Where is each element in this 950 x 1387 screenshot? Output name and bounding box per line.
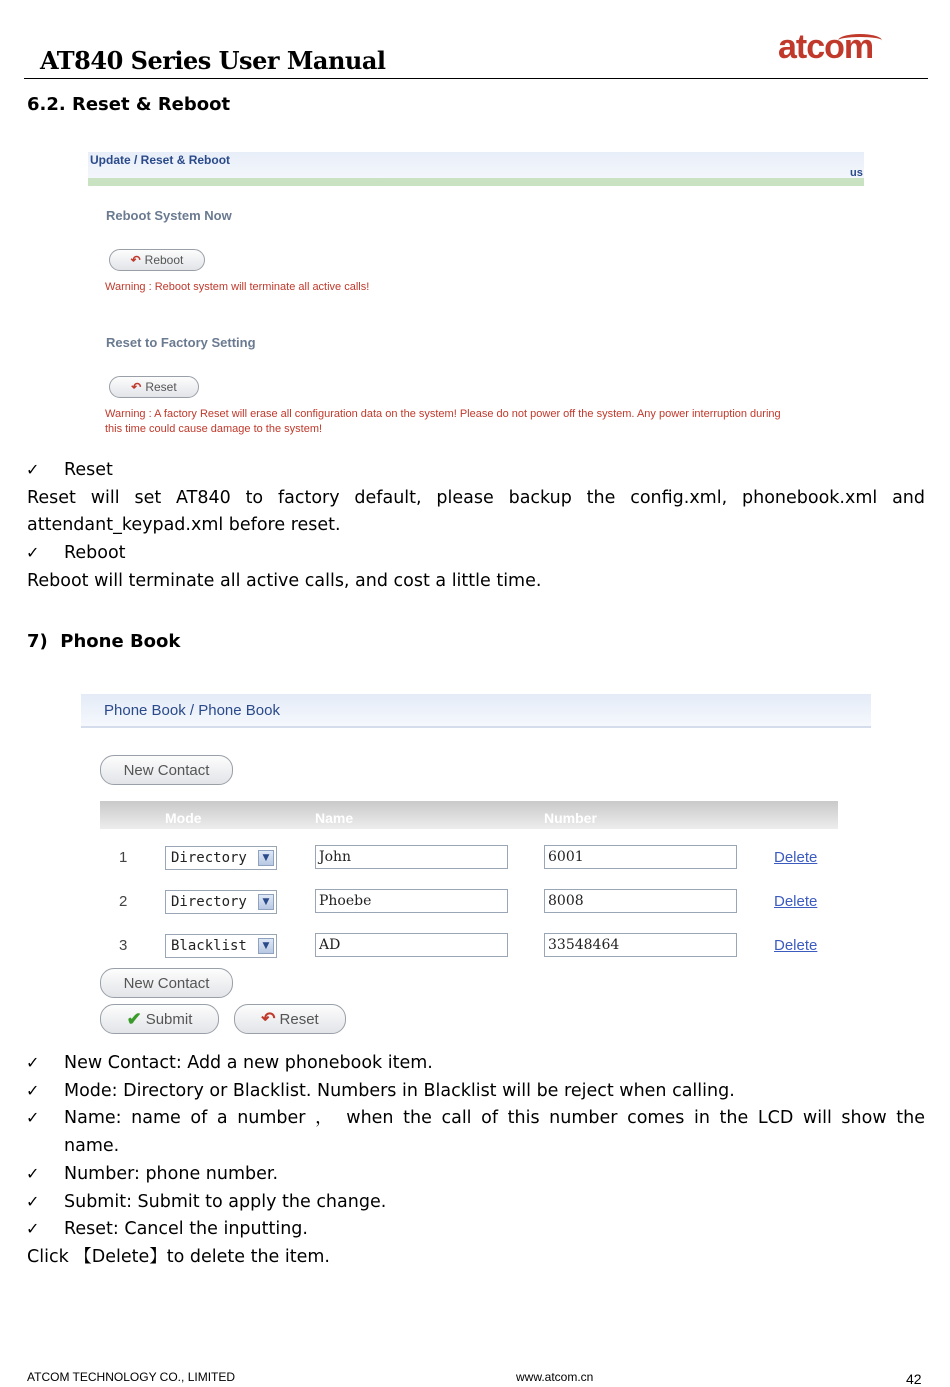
name-input[interactable]: AD xyxy=(315,933,508,957)
new-contact-button[interactable]: New Contact xyxy=(100,968,233,998)
footer-company: ATCOM TECHNOLOGY CO., LIMITED xyxy=(27,1370,236,1384)
reboot-warning: Warning : Reboot system will terminate all active calls! xyxy=(105,281,370,293)
bullet-name: Name: name of a number ， when the call of this number comes in the LCD will show the xyxy=(64,1108,925,1128)
reboot-button[interactable]: ↶ Reboot xyxy=(109,249,205,271)
reboot-heading: Reboot System Now xyxy=(106,208,232,223)
chevron-down-icon: ▼ xyxy=(258,938,274,954)
bullet-name-continued: name. xyxy=(64,1136,120,1156)
reset-description-line-1: Reset will set AT840 to factory default, please backup the config.xml, phonebook.xml and xyxy=(27,488,925,508)
undo-arrow-icon: ↶ xyxy=(131,380,142,394)
mode-select[interactable]: Directory ▼ xyxy=(165,890,277,914)
reset-title: Reset xyxy=(64,460,113,480)
delete-link[interactable]: Delete xyxy=(774,893,818,910)
reset-button[interactable]: ↶ Reset xyxy=(109,376,199,398)
checkmark-icon: ✔ xyxy=(126,1008,142,1029)
column-number: Number xyxy=(544,810,597,826)
check-icon: ✓ xyxy=(26,1192,40,1211)
check-icon: ✓ xyxy=(26,1219,40,1238)
phone-book-screenshot xyxy=(81,694,871,1039)
check-icon: ✓ xyxy=(26,543,40,562)
header-rule xyxy=(24,78,928,79)
number-input[interactable]: 8008 xyxy=(544,889,737,913)
chevron-down-icon: ▼ xyxy=(258,894,274,910)
breadcrumb: Update / Reset & Reboot xyxy=(90,153,231,167)
row-index: 2 xyxy=(119,893,128,910)
reset-description-line-2: attendant_keypad.xml before reset. xyxy=(27,515,341,535)
bullet-number: Number: phone number. xyxy=(64,1164,279,1184)
check-icon: ✓ xyxy=(26,460,40,479)
bullet-new-contact: New Contact: Add a new phonebook item. xyxy=(64,1053,433,1073)
check-icon: ✓ xyxy=(26,1081,40,1100)
check-icon: ✓ xyxy=(26,1164,40,1183)
number-input[interactable]: 33548464 xyxy=(544,933,737,957)
row-index: 1 xyxy=(119,849,128,866)
check-icon: ✓ xyxy=(26,1108,40,1127)
reset-heading: Reset to Factory Setting xyxy=(106,335,256,350)
name-input[interactable]: John xyxy=(315,845,508,869)
bullet-mode: Mode: Directory or Blacklist. Numbers in Blacklist will be reject when calling. xyxy=(64,1081,735,1101)
chevron-down-icon: ▼ xyxy=(258,850,274,866)
undo-arrow-icon: ↶ xyxy=(261,1009,276,1028)
atcom-logo: atcom xyxy=(778,28,873,67)
check-icon: ✓ xyxy=(26,1053,40,1072)
submit-button[interactable]: ✔ Submit xyxy=(100,1004,219,1034)
click-delete-note: Click 【Delete】to delete the item. xyxy=(27,1247,330,1267)
manual-title: AT840 Series User Manual xyxy=(40,46,386,75)
column-mode: Mode xyxy=(165,810,202,826)
bullet-reset: Reset: Cancel the inputting. xyxy=(64,1219,308,1239)
section-heading-phone-book: 7) Phone Book xyxy=(27,631,181,652)
section-heading-reset-reboot: 6.2. Reset & Reboot xyxy=(27,94,231,115)
reset-button[interactable]: ↶ Reset xyxy=(234,1004,346,1034)
reboot-description: Reboot will terminate all active calls, and cost a little time. xyxy=(27,571,542,591)
footer-website: www.atcom.cn xyxy=(516,1370,594,1384)
corner-label: us xyxy=(850,167,863,179)
column-name: Name xyxy=(315,810,354,826)
row-index: 3 xyxy=(119,937,128,954)
reset-warning-line-1: Warning : A factory Reset will erase all configuration data on the system! Please do not power off the system. Any power interruption during xyxy=(105,408,781,420)
delete-link[interactable]: Delete xyxy=(774,849,818,866)
page-number: 42 xyxy=(906,1371,922,1387)
undo-arrow-icon: ↶ xyxy=(130,253,141,267)
bullet-submit: Submit: Submit to apply the change. xyxy=(64,1192,387,1212)
name-input[interactable]: Phoebe xyxy=(315,889,508,913)
reset-reboot-screenshot xyxy=(88,150,864,440)
status-strip xyxy=(88,178,864,186)
reset-warning-line-2: this time could cause damage to the system! xyxy=(105,423,323,435)
mode-select[interactable]: Blacklist ▼ xyxy=(165,934,277,958)
reboot-title: Reboot xyxy=(64,543,126,563)
mode-select[interactable]: Directory ▼ xyxy=(165,846,277,870)
number-input[interactable]: 6001 xyxy=(544,845,737,869)
table-header xyxy=(100,801,838,829)
new-contact-button[interactable]: New Contact xyxy=(100,755,233,785)
breadcrumb: Phone Book / Phone Book xyxy=(104,702,280,719)
delete-link[interactable]: Delete xyxy=(774,937,818,954)
